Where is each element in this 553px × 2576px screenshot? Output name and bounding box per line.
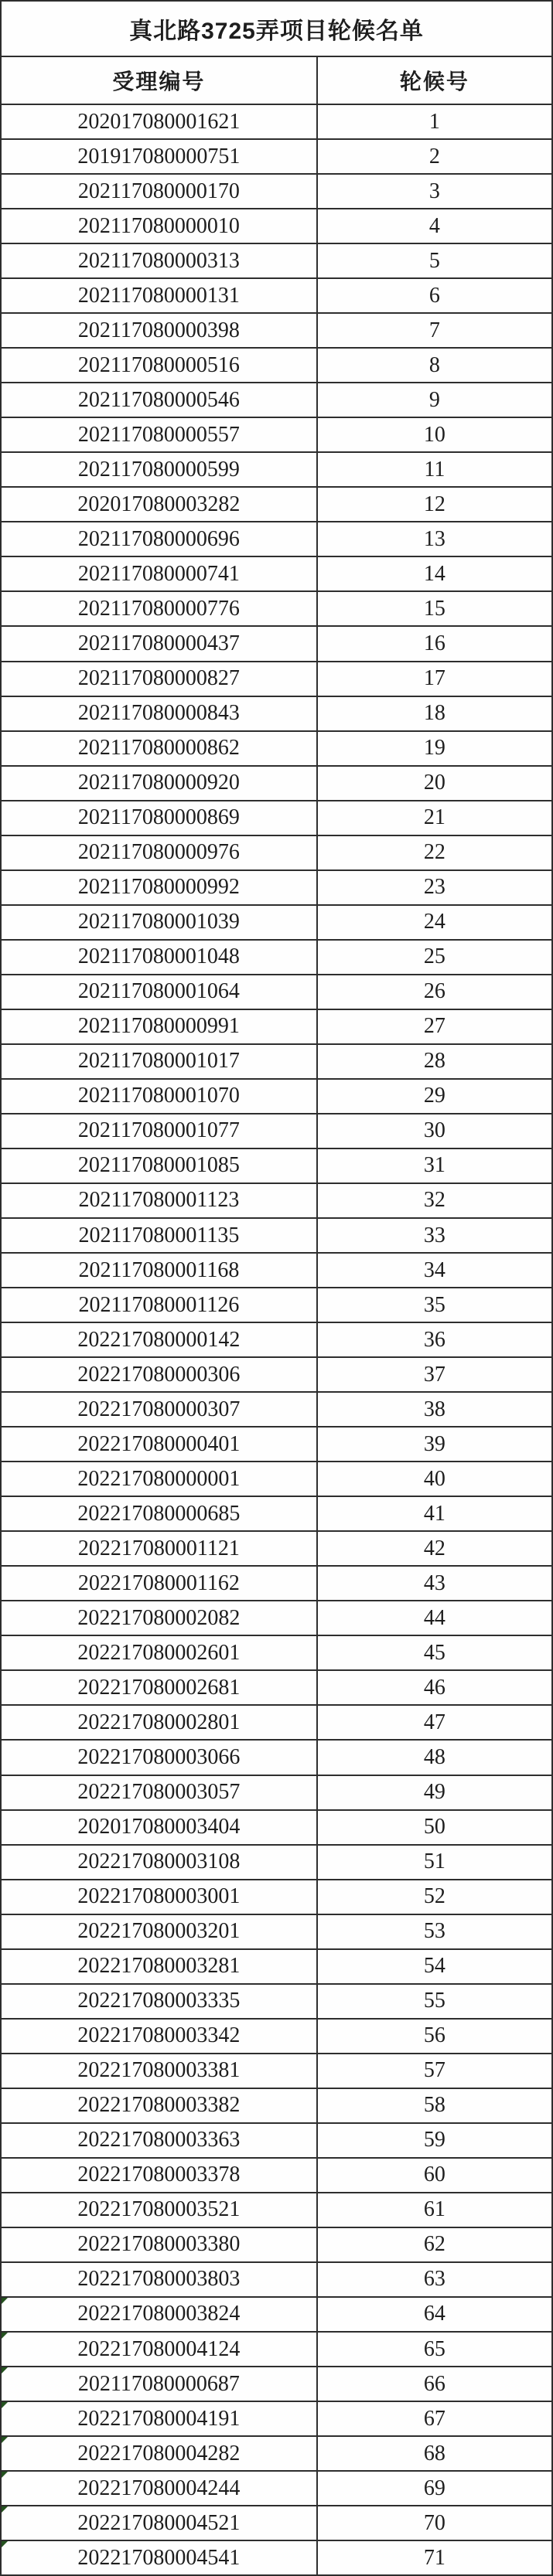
waiting-number-cell: 63	[423, 2267, 445, 2292]
acceptance-number-cell: 202217080004244	[2, 2472, 318, 2505]
waiting-number-cell: 18	[423, 701, 445, 726]
table-row	[2, 383, 551, 418]
acceptance-number-cell: 202017080003282	[2, 488, 318, 521]
table-row	[2, 1985, 551, 2020]
acceptance-number-cell: 202017080001621	[2, 105, 318, 138]
table-row	[2, 592, 551, 627]
acceptance-number-cell: 202217080000306	[2, 1358, 318, 1391]
waiting-number-cell: 12	[423, 492, 445, 516]
waiting-number-cell: 26	[423, 979, 445, 1004]
table-row	[2, 1706, 551, 1741]
acceptance-number-cell: 202117080000976	[2, 836, 318, 869]
waiting-number-cell: 40	[423, 1466, 445, 1491]
acceptance-number-cell: 202117080000992	[2, 871, 318, 904]
acceptance-number-cell: 202117080001070	[2, 1080, 318, 1113]
cell-error-marker-icon	[2, 2506, 8, 2513]
table-row	[2, 175, 551, 209]
acceptance-number-cell: 202117080000696	[2, 522, 318, 556]
waiting-number-cell: 31	[423, 1153, 445, 1178]
waiting-number-cell: 42	[423, 1536, 445, 1560]
acceptance-number-cell: 202217080002801	[2, 1706, 318, 1739]
acceptance-number-cell: 202117080001123	[2, 1184, 318, 1217]
table-row	[2, 1393, 551, 1428]
table-row	[2, 1045, 551, 1080]
waiting-number-cell: 64	[423, 2302, 445, 2326]
cell-error-marker-icon	[2, 2402, 8, 2408]
table-row	[2, 906, 551, 941]
table-row	[2, 2298, 551, 2333]
waiting-number-cell: 68	[423, 2441, 445, 2465]
cell-error-marker-icon	[2, 2298, 8, 2304]
waiting-number-cell: 5	[428, 248, 440, 273]
acceptance-number-cell: 202117080000741	[2, 557, 318, 590]
acceptance-number-cell: 202117080000546	[2, 383, 318, 417]
acceptance-number-cell: 202217080004282	[2, 2437, 318, 2470]
acceptance-number-cell: 202217080003335	[2, 1985, 318, 2018]
acceptance-number-cell: 202117080001017	[2, 1045, 318, 1078]
acceptance-number-cell: 202117080000869	[2, 801, 318, 835]
table-row	[2, 627, 551, 662]
table-title: 真北路3725弄项目轮候名单	[2, 2, 551, 57]
table-row	[2, 801, 551, 836]
waiting-number-cell: 44	[423, 1605, 445, 1630]
acceptance-number-cell: 202117080000557	[2, 418, 318, 451]
acceptance-number-cell: 202217080002082	[2, 1601, 318, 1635]
acceptance-number-cell: 202217080003824	[2, 2298, 318, 2331]
table-row	[2, 2541, 551, 2574]
acceptance-number-cell: 202117080000991	[2, 1010, 318, 1043]
waiting-number-cell: 61	[423, 2197, 445, 2222]
table-row	[2, 871, 551, 906]
waiting-number-cell: 45	[423, 1640, 445, 1665]
table-row	[2, 1601, 551, 1636]
table-row	[2, 1462, 551, 1497]
waiting-number-cell: 27	[423, 1014, 445, 1039]
table-row	[2, 767, 551, 801]
waiting-number-cell: 20	[423, 771, 445, 795]
waiting-number-cell: 17	[423, 666, 445, 691]
table-row	[2, 1811, 551, 1846]
table-header-row	[2, 57, 551, 105]
acceptance-number-cell: 202117080000010	[2, 209, 318, 243]
acceptance-number-cell: 202117080000170	[2, 175, 318, 208]
acceptance-number-cell: 202217080003108	[2, 1846, 318, 1879]
table-row	[2, 1776, 551, 1811]
table-row	[2, 209, 551, 244]
acceptance-number-cell: 202217080004541	[2, 2541, 318, 2574]
table-row	[2, 1428, 551, 1462]
table-row	[2, 522, 551, 557]
acceptance-number-cell: 202117080000516	[2, 349, 318, 382]
table-row	[2, 1010, 551, 1045]
table-row	[2, 488, 551, 522]
acceptance-number-cell: 202117080000437	[2, 627, 318, 660]
waiting-number-cell: 57	[423, 2058, 445, 2083]
cell-error-marker-icon	[2, 2472, 8, 2478]
acceptance-number-cell: 202117080001168	[2, 1254, 318, 1287]
acceptance-number-cell: 202217080002601	[2, 1636, 318, 1669]
table-row	[2, 2159, 551, 2193]
table-row	[2, 1671, 551, 1706]
waiting-number-cell: 29	[423, 1084, 445, 1108]
table-row	[2, 2089, 551, 2124]
waiting-number-cell: 41	[423, 1501, 445, 1526]
acceptance-number-cell: 202217080000142	[2, 1323, 318, 1356]
waiting-number-cell: 35	[423, 1292, 445, 1317]
table-row	[2, 1636, 551, 1671]
acceptance-number-cell: 202117080001048	[2, 941, 318, 974]
table-row	[2, 836, 551, 871]
table-row	[2, 2402, 551, 2437]
acceptance-number-cell: 202217080004521	[2, 2506, 318, 2540]
table-row	[2, 2367, 551, 2402]
table-row	[2, 1080, 551, 1114]
table-row	[2, 941, 551, 975]
column-header-acceptance-number: 受理编号	[2, 57, 318, 104]
waiting-number-cell: 6	[428, 283, 440, 308]
acceptance-number-cell: 202217080000307	[2, 1393, 318, 1426]
table-row	[2, 140, 551, 175]
table-row	[2, 975, 551, 1010]
waiting-number-cell: 47	[423, 1710, 445, 1734]
waiting-number-cell: 50	[423, 1815, 445, 1839]
cell-error-marker-icon	[2, 2367, 8, 2374]
acceptance-number-cell: 202217080003382	[2, 2089, 318, 2122]
table-row	[2, 662, 551, 697]
table-row	[2, 2263, 551, 2298]
acceptance-number-cell: 202117080001126	[2, 1288, 318, 1322]
waiting-number-cell: 39	[423, 1431, 445, 1456]
acceptance-number-cell: 202217080003380	[2, 2228, 318, 2261]
acceptance-number-cell: 202217080003521	[2, 2193, 318, 2227]
waiting-number-cell: 56	[423, 2023, 445, 2048]
table-row	[2, 418, 551, 453]
waiting-number-cell: 22	[423, 840, 445, 865]
acceptance-number-cell: 202117080000827	[2, 662, 318, 696]
waiting-number-cell: 11	[424, 457, 445, 482]
table-row	[2, 1741, 551, 1775]
waiting-number-cell: 1	[428, 109, 440, 134]
cell-error-marker-icon	[2, 2333, 8, 2339]
table-row	[2, 105, 551, 140]
waiting-number-cell: 36	[423, 1327, 445, 1352]
waiting-number-cell: 59	[423, 2128, 445, 2152]
waiting-number-cell: 4	[428, 213, 440, 238]
acceptance-number-cell: 202217080003803	[2, 2263, 318, 2296]
table-row	[2, 697, 551, 732]
waiting-number-cell: 52	[423, 1884, 445, 1909]
waiting-number-cell: 54	[423, 1954, 445, 1979]
table-row	[2, 1846, 551, 1880]
table-row	[2, 1567, 551, 1601]
acceptance-number-cell: 202217080001162	[2, 1567, 318, 1600]
waiting-number-cell: 46	[423, 1675, 445, 1700]
waiting-number-cell: 51	[423, 1849, 445, 1874]
waiting-number-cell: 21	[423, 805, 445, 830]
table-row	[2, 2020, 551, 2054]
table-row	[2, 349, 551, 383]
table-row	[2, 1219, 551, 1254]
table-row	[2, 1149, 551, 1184]
table-row	[2, 1880, 551, 1915]
waiting-number-cell: 65	[423, 2336, 445, 2361]
waiting-number-cell: 48	[423, 1744, 445, 1769]
acceptance-number-cell: 202117080001085	[2, 1149, 318, 1183]
acceptance-number-cell: 202117080000599	[2, 453, 318, 486]
table-row	[2, 1323, 551, 1358]
waiting-number-cell: 2	[428, 144, 440, 168]
table-row	[2, 1254, 551, 1288]
table-row	[2, 1915, 551, 1950]
table-row	[2, 1358, 551, 1393]
waiting-number-cell: 70	[423, 2510, 445, 2535]
acceptance-number-cell: 202117080001064	[2, 975, 318, 1009]
acceptance-number-cell: 202217080003363	[2, 2124, 318, 2157]
table-row	[2, 2124, 551, 2159]
table-row	[2, 2228, 551, 2263]
waiting-number-cell: 69	[423, 2476, 445, 2500]
waiting-number-cell: 14	[423, 561, 445, 586]
acceptance-number-cell: 202217080000401	[2, 1428, 318, 1461]
waiting-number-cell: 32	[423, 1188, 445, 1213]
cell-error-marker-icon	[2, 2541, 8, 2547]
waiting-number-cell: 19	[423, 736, 445, 761]
acceptance-number-cell: 202117080000920	[2, 767, 318, 800]
table-row	[2, 453, 551, 488]
acceptance-number-cell: 202117080001039	[2, 906, 318, 939]
waiting-number-cell: 25	[423, 944, 445, 969]
waiting-number-cell: 30	[423, 1118, 445, 1143]
acceptance-number-cell: 202117080000862	[2, 732, 318, 765]
acceptance-number-cell: 202217080000001	[2, 1462, 318, 1496]
waiting-number-cell: 10	[423, 422, 445, 447]
acceptance-number-cell: 202217080003342	[2, 2020, 318, 2053]
table-row	[2, 2437, 551, 2472]
waiting-number-cell: 43	[423, 1570, 445, 1595]
waiting-number-cell: 38	[423, 1397, 445, 1421]
waiting-number-cell: 62	[423, 2232, 445, 2257]
table-row	[2, 1950, 551, 1985]
acceptance-number-cell: 202217080003381	[2, 2054, 318, 2088]
acceptance-number-cell: 202117080000131	[2, 279, 318, 312]
waiting-number-cell: 9	[428, 387, 440, 412]
acceptance-number-cell: 202117080001135	[2, 1219, 318, 1252]
table-row	[2, 1532, 551, 1567]
table-row	[2, 2054, 551, 2089]
acceptance-number-cell: 202117080000313	[2, 244, 318, 277]
table-row	[2, 557, 551, 592]
acceptance-number-cell: 202217080002681	[2, 1671, 318, 1704]
waiting-number-cell: 37	[423, 1362, 445, 1387]
acceptance-number-cell: 202117080000398	[2, 314, 318, 347]
acceptance-number-cell: 202217080003378	[2, 2159, 318, 2192]
acceptance-number-cell: 202117080000776	[2, 592, 318, 625]
table-row	[2, 2333, 551, 2367]
waiting-number-cell: 33	[423, 1223, 445, 1247]
waiting-number-cell: 13	[423, 526, 445, 551]
table-row	[2, 2193, 551, 2228]
acceptance-number-cell: 202017080003404	[2, 1811, 318, 1844]
acceptance-number-cell: 202217080003066	[2, 1741, 318, 1774]
acceptance-number-cell: 202217080003201	[2, 1915, 318, 1948]
waiting-number-cell: 15	[423, 596, 445, 621]
table-row	[2, 1184, 551, 1219]
waiting-number-cell: 49	[423, 1780, 445, 1805]
table-row	[2, 2506, 551, 2541]
acceptance-number-cell: 202217080004124	[2, 2333, 318, 2366]
acceptance-number-cell: 202117080001077	[2, 1114, 318, 1148]
acceptance-number-cell: 202217080003001	[2, 1880, 318, 1914]
cell-error-marker-icon	[2, 2437, 8, 2443]
table-row	[2, 314, 551, 349]
acceptance-number-cell: 202217080003281	[2, 1950, 318, 1983]
waiting-number-cell: 58	[423, 2093, 445, 2118]
acceptance-number-cell: 202217080004191	[2, 2402, 318, 2435]
table-row	[2, 279, 551, 314]
waiting-number-cell: 23	[423, 875, 445, 900]
waiting-number-cell: 16	[423, 631, 445, 655]
waiting-number-cell: 67	[423, 2406, 445, 2431]
acceptance-number-cell: 202117080000843	[2, 697, 318, 730]
waiting-number-cell: 28	[423, 1049, 445, 1074]
acceptance-number-cell: 202217080001121	[2, 1532, 318, 1565]
waiting-number-cell: 24	[423, 910, 445, 934]
waiting-number-cell: 66	[423, 2371, 445, 2396]
waiting-number-cell: 53	[423, 1919, 445, 1944]
waiting-number-cell: 8	[428, 352, 440, 377]
table-row	[2, 2472, 551, 2506]
table-row	[2, 1114, 551, 1149]
table-row	[2, 732, 551, 767]
waiting-number-cell: 60	[423, 2163, 445, 2187]
acceptance-number-cell: 201917080000751	[2, 140, 318, 173]
column-header-waiting-number: 轮候号	[399, 70, 469, 94]
waiting-number-cell: 71	[423, 2545, 445, 2570]
acceptance-number-cell: 202217080003057	[2, 1776, 318, 1809]
acceptance-number-cell: 202117080000687	[2, 2367, 318, 2401]
table-row	[2, 1497, 551, 1532]
table-row	[2, 244, 551, 279]
waiting-number-cell: 3	[428, 179, 440, 203]
table-row	[2, 1288, 551, 1323]
acceptance-number-cell: 202217080000685	[2, 1497, 318, 1530]
waiting-number-cell: 55	[423, 1989, 445, 2013]
waiting-number-cell: 34	[423, 1257, 445, 1282]
waiting-number-cell: 7	[428, 318, 440, 342]
